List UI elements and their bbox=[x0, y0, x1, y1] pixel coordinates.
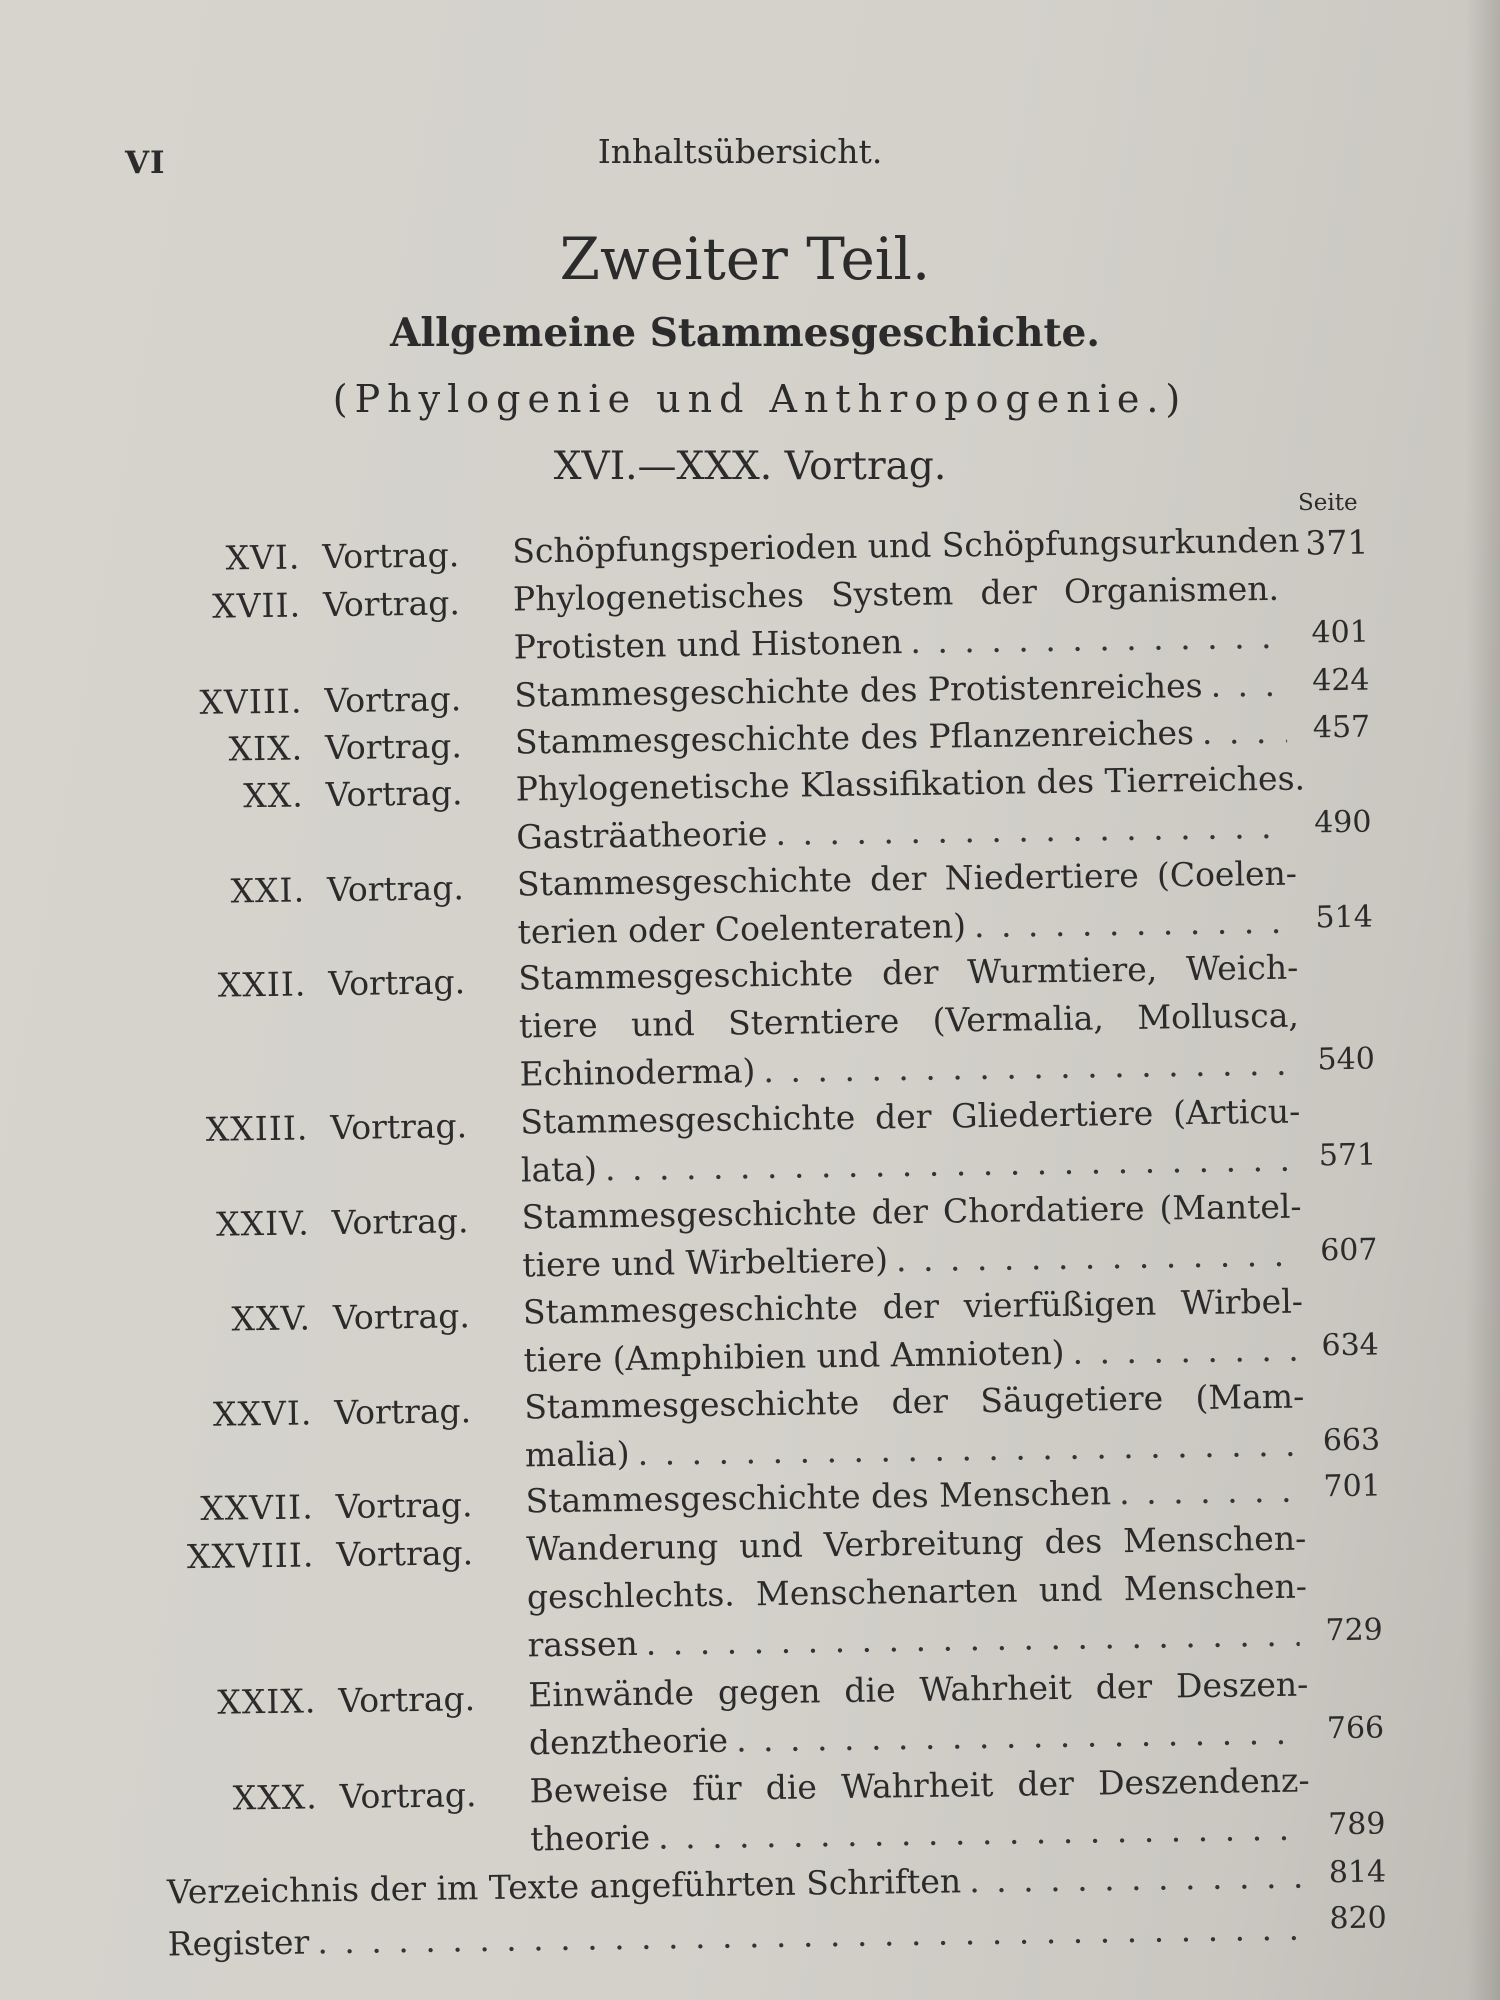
lecture-number: XXII. bbox=[217, 964, 307, 1005]
entry-title-line-dotted: tiere und Wirbeltiere) . . . bbox=[522, 1238, 1302, 1282]
entry-title-line-dotted: Register . . . bbox=[168, 1912, 1312, 1961]
dot-leader bbox=[969, 1860, 1303, 1895]
dot-leader bbox=[1202, 715, 1287, 746]
lecture-label: Vortrag. bbox=[335, 1485, 473, 1527]
lecture-range: XVI.—XXX. Vortrag. bbox=[553, 444, 947, 489]
page-number: VI bbox=[125, 145, 166, 181]
entry-title-line-dotted: Stammesgeschichte des Menschen . . . bbox=[525, 1474, 1305, 1518]
entry-title-line: Beweise für die Wahrheit der Deszendenz- bbox=[529, 1760, 1310, 1811]
page-ref: 371 bbox=[1305, 522, 1369, 563]
entry-title-line: Stammesgeschichte der Chordatiere (Mantel- bbox=[521, 1186, 1302, 1237]
page-ref: 789 bbox=[1327, 1806, 1386, 1843]
entry-title-line: Phylogenetisches System der Organismen. bbox=[512, 568, 1280, 619]
lecture-label: Vortrag. bbox=[322, 583, 461, 625]
entry-title-line-dotted: Echinoderma) . . . bbox=[519, 1047, 1299, 1091]
part-subtitle-parenthetical: (Phylogenie und Anthropogenie.) bbox=[332, 377, 1188, 421]
lecture-label: Vortrag. bbox=[325, 773, 463, 815]
lecture-number: XXIV. bbox=[215, 1203, 310, 1244]
page-ref: 634 bbox=[1321, 1327, 1380, 1364]
lecture-number: XXVI. bbox=[212, 1393, 313, 1434]
dot-leader bbox=[736, 1716, 1301, 1754]
lecture-number: XXVII. bbox=[200, 1487, 314, 1528]
page-ref: 514 bbox=[1315, 899, 1374, 936]
page-ref: 820 bbox=[1329, 1900, 1388, 1937]
running-head: Inhaltsübersicht. bbox=[597, 132, 883, 171]
page-ref: 424 bbox=[1311, 662, 1370, 699]
lecture-label: Vortrag. bbox=[326, 868, 465, 910]
entry-title-line-dotted: tiere (Amphibien und Amnioten) . . . bbox=[523, 1333, 1303, 1377]
lecture-label: Vortrag. bbox=[330, 1106, 468, 1148]
dot-leader bbox=[658, 1812, 1303, 1851]
page-ref: 701 bbox=[1323, 1468, 1381, 1505]
dot-leader bbox=[910, 620, 1286, 655]
entry-title-line: Einwände gegen die Wahrheit der Deszen- bbox=[528, 1664, 1309, 1715]
entry-title-line-dotted: Stammesgeschichte des Pflanzenreiches . . . bbox=[515, 715, 1295, 759]
entry-title-line: Schöpfungsperioden und Schöpfungsurkunden bbox=[512, 520, 1300, 571]
page-ref: 401 bbox=[1311, 614, 1370, 651]
entry-title-line: tiere und Sterntiere (Vermalia, Mollusca, bbox=[518, 995, 1300, 1046]
lecture-label: Vortrag. bbox=[332, 1296, 471, 1338]
dot-leader bbox=[1072, 1333, 1296, 1366]
entry-title-line-dotted: Gasträatheorie . . . bbox=[516, 810, 1296, 854]
page-ref: 814 bbox=[1328, 1854, 1387, 1891]
lecture-number: XXVIII. bbox=[186, 1535, 315, 1577]
lecture-label: Vortrag. bbox=[339, 1775, 477, 1817]
page-ref: 571 bbox=[1318, 1137, 1377, 1174]
entry-title-line: Wanderung und Verbreitung des Menschen- bbox=[525, 1518, 1307, 1569]
lecture-number: XVII. bbox=[211, 585, 302, 626]
entry-title-line: Phylogenetische Klassifikation des Tierreiches. bbox=[515, 758, 1306, 809]
page-ref: 490 bbox=[1313, 804, 1372, 841]
part-subtitle: Allgemeine Stammesgeschichte. bbox=[390, 310, 1100, 356]
entry-title-line: Stammesgeschichte der Niedertiere (Coelen- bbox=[516, 853, 1298, 904]
entry-title-line-dotted: Protisten und Histonen . . . bbox=[513, 620, 1293, 664]
page-ref: 729 bbox=[1325, 1612, 1383, 1649]
page-ref: 457 bbox=[1312, 709, 1371, 746]
page-ref: 766 bbox=[1326, 1710, 1385, 1747]
lecture-label: Vortrag. bbox=[331, 1201, 469, 1243]
lecture-label: Vortrag. bbox=[334, 1391, 472, 1433]
page-ref: 663 bbox=[1322, 1422, 1381, 1459]
lecture-number: XXV. bbox=[231, 1298, 312, 1339]
entry-title-line-dotted: Verzeichnis der im Texte angeführten Schriften . . . bbox=[167, 1860, 1311, 1909]
entry-title-line: Stammesgeschichte der Säugetiere (Mam- bbox=[524, 1376, 1305, 1427]
entry-title-line-dotted: theorie . . . bbox=[530, 1812, 1310, 1856]
lecture-number: XXX. bbox=[232, 1777, 318, 1818]
dot-leader bbox=[763, 1047, 1292, 1084]
entry-title-line-dotted: Stammesgeschichte des Protistenreiches . . . bbox=[514, 668, 1294, 712]
page-ref: 607 bbox=[1319, 1232, 1378, 1269]
lecture-number: XXIX. bbox=[217, 1681, 317, 1722]
lecture-label: Vortrag. bbox=[322, 535, 460, 577]
dot-leader bbox=[645, 1618, 1299, 1657]
dot-leader bbox=[1210, 668, 1286, 699]
lecture-label: Vortrag. bbox=[338, 1679, 476, 1721]
dot-leader bbox=[775, 810, 1288, 847]
page-column-label: Seite bbox=[1298, 490, 1358, 516]
lecture-label: Vortrag. bbox=[328, 962, 466, 1004]
dot-leader bbox=[896, 1238, 1295, 1274]
lecture-number: XXI. bbox=[230, 870, 306, 911]
dot-leader bbox=[974, 905, 1290, 939]
entry-title-line-dotted: malia) . . . bbox=[525, 1428, 1305, 1472]
entry-title-line: Stammesgeschichte der vierfüßigen Wirbel- bbox=[522, 1281, 1304, 1332]
entry-title-line-dotted: rassen . . . bbox=[527, 1618, 1307, 1662]
entry-title-line-dotted: terien oder Coelenteraten) . . . bbox=[517, 905, 1297, 949]
dot-leader bbox=[317, 1912, 1304, 1956]
lecture-label: Vortrag. bbox=[336, 1533, 474, 1575]
entry-title-line: Stammesgeschichte der Wurmtiere, Weich- bbox=[518, 947, 1299, 998]
page-ref: 540 bbox=[1317, 1041, 1376, 1078]
dot-leader bbox=[637, 1428, 1297, 1467]
dot-leader bbox=[605, 1143, 1293, 1183]
lecture-number: XX. bbox=[242, 775, 304, 816]
part-title: Zweiter Teil. bbox=[559, 225, 931, 293]
entry-title-line-dotted: lata) . . . bbox=[521, 1143, 1301, 1187]
entry-title-line: Stammesgeschichte der Gliedertiere (Articu- bbox=[520, 1091, 1301, 1142]
lecture-number: XVI. bbox=[225, 537, 301, 578]
lecture-number: XXIII. bbox=[205, 1108, 309, 1149]
lecture-number: XVIII. bbox=[199, 681, 303, 722]
entry-title-line: geschlechts. Menschenarten und Menschen- bbox=[526, 1566, 1308, 1617]
dot-leader bbox=[1119, 1474, 1298, 1506]
lecture-number: XIX. bbox=[228, 728, 304, 769]
entry-title-line-dotted: denztheorie . . . bbox=[529, 1716, 1309, 1760]
lecture-label: Vortrag. bbox=[324, 726, 463, 768]
lecture-label: Vortrag. bbox=[324, 679, 462, 721]
